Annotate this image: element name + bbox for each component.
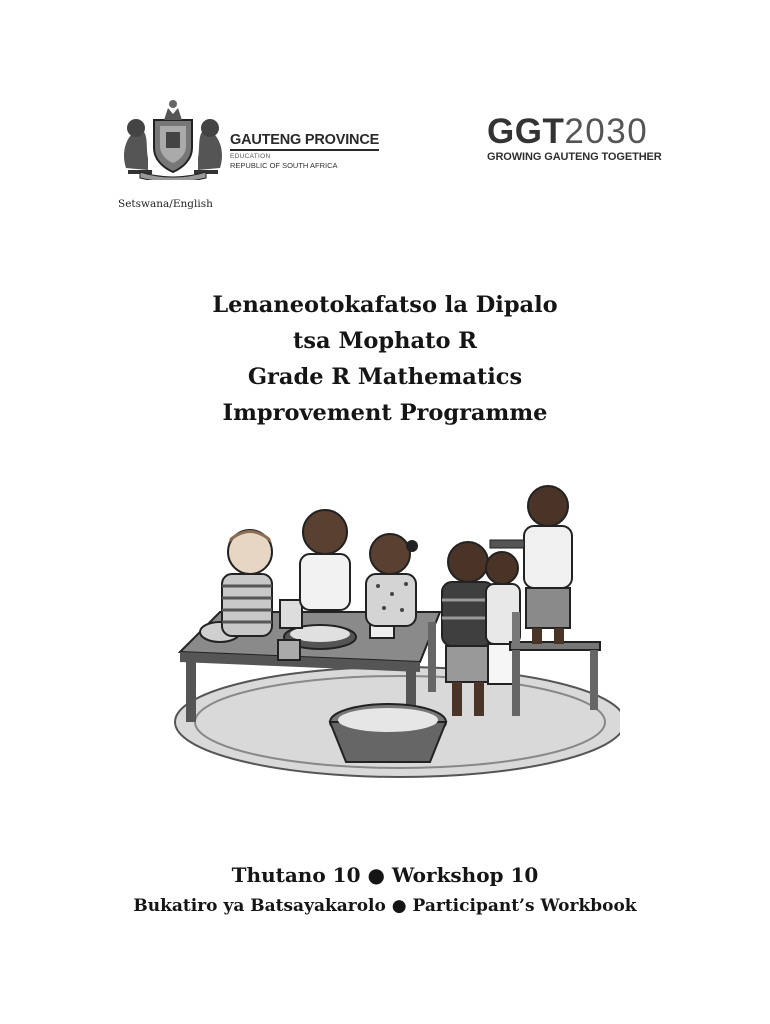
ggt-2030-logo — [487, 114, 667, 170]
gauteng-logo-text — [230, 132, 379, 170]
ggt-tagline: GROWING GAUTENG TOGETHER — [487, 151, 662, 163]
title-line-4: Improvement Programme — [222, 400, 548, 426]
children-cooking-illustration — [160, 482, 620, 782]
workshop-line: Thutano 10 ● Workshop 10 — [231, 863, 539, 887]
page-header — [0, 0, 770, 220]
language-note: Setswana/English — [118, 198, 213, 210]
title-line-2: tsa Mophato R — [293, 328, 477, 354]
ggt-brand-bold: GGT — [487, 112, 565, 151]
province-name: GAUTENG PROVINCE — [230, 132, 379, 151]
page-footer — [0, 860, 770, 922]
title-line-3: Grade R Mathematics — [247, 364, 523, 390]
title-line-1: Lenaneotokafatso la Dipalo — [212, 292, 558, 318]
document-title — [0, 287, 770, 431]
ggt-brand — [487, 114, 667, 150]
coat-of-arms-icon — [118, 98, 228, 180]
department-name: EDUCATION — [230, 153, 271, 160]
ggt-brand-year: 2030 — [564, 112, 649, 151]
gauteng-province-logo — [118, 98, 388, 180]
country-name: REPUBLIC OF SOUTH AFRICA — [230, 161, 338, 170]
workbook-line: Bukatiro ya Batsayakarolo ● Participant’s Workbook — [133, 896, 637, 916]
